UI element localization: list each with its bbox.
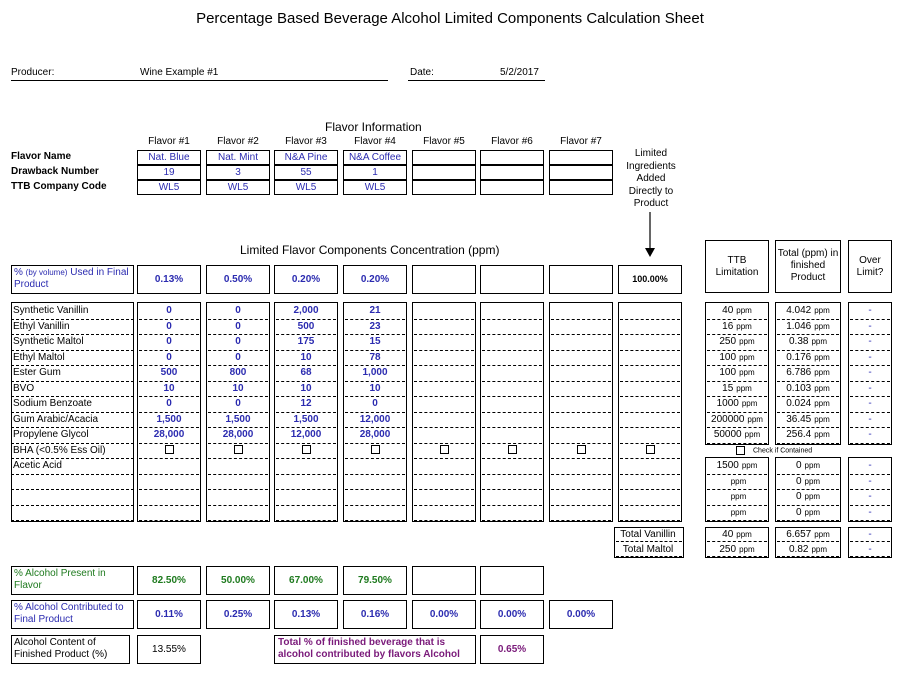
- ttb-limit-cell: 15 ppm: [707, 382, 767, 398]
- component-value-cell[interactable]: 0: [208, 397, 268, 413]
- flavor-info-cell[interactable]: [549, 150, 613, 165]
- component-value-cell[interactable]: 1,500: [139, 413, 199, 429]
- component-value-cell[interactable]: [414, 320, 474, 336]
- bha-checkbox-cell: [482, 444, 542, 460]
- bha-checkbox-cell: [414, 444, 474, 460]
- component-value-cell[interactable]: [551, 382, 611, 398]
- bha-checkbox[interactable]: [371, 445, 380, 454]
- extra-value-cell[interactable]: [345, 490, 405, 506]
- component-value-cell[interactable]: [551, 335, 611, 351]
- page-title: Percentage Based Beverage Alcohol Limited Components Calculation Sheet: [196, 10, 704, 27]
- used-in-final-product-label: % (by volume) Used in Final Product: [11, 265, 134, 294]
- flavor-info-cell[interactable]: 3: [206, 165, 270, 180]
- over-limit-cell: -: [850, 490, 890, 506]
- ttb-limit-cell: 200000 ppm: [707, 413, 767, 429]
- extra-value-cell[interactable]: [139, 459, 199, 475]
- flavor-info-row-label: Drawback Number: [11, 166, 99, 177]
- flavor-header-7: Flavor #7: [560, 136, 602, 147]
- alcohol-present-label: % Alcohol Present in Flavor: [11, 566, 134, 595]
- extra-component-name[interactable]: [11, 475, 134, 491]
- component-name: Synthetic Vanillin: [11, 304, 134, 320]
- extra-value-cell[interactable]: [276, 506, 336, 522]
- flavor-header-4: Flavor #4: [354, 136, 396, 147]
- component-value-cell[interactable]: 21: [345, 304, 405, 320]
- extra-value-cell[interactable]: [551, 506, 611, 522]
- over-limit-cell: -: [850, 428, 890, 444]
- extra-value-cell[interactable]: [551, 490, 611, 506]
- direct-value-cell[interactable]: [620, 397, 680, 413]
- used-percent-cell[interactable]: [480, 265, 544, 294]
- component-value-cell[interactable]: 0: [139, 397, 199, 413]
- component-value-cell[interactable]: 28,000: [345, 428, 405, 444]
- component-value-cell[interactable]: [482, 397, 542, 413]
- component-value-cell[interactable]: 68: [276, 366, 336, 382]
- ttb-limit-cell: ppm: [707, 490, 767, 506]
- component-name: Gum Arabic/Acacia: [11, 413, 134, 429]
- extra-value-cell[interactable]: [139, 506, 199, 522]
- producer-value[interactable]: Wine Example #1: [140, 67, 219, 78]
- used-percent-cell[interactable]: [412, 265, 476, 294]
- extra-value-cell[interactable]: [208, 506, 268, 522]
- used-direct-cell[interactable]: 100.00%: [618, 265, 682, 294]
- component-value-cell[interactable]: [551, 366, 611, 382]
- component-value-cell[interactable]: 10: [345, 382, 405, 398]
- total-alcohol-by-flavors-label: Total % of finished beverage that is alcohol contributed by flavors Alcohol: [274, 635, 476, 664]
- extra-value-cell[interactable]: [276, 475, 336, 491]
- component-value-cell[interactable]: [414, 351, 474, 367]
- alcohol-contributed-cell: 0.00%: [412, 600, 476, 629]
- component-value-cell[interactable]: 10: [208, 382, 268, 398]
- alcohol-contributed-cell: 0.00%: [480, 600, 544, 629]
- bha-label: BHA (<0.5% Ess Oil): [11, 444, 134, 460]
- bha-checkbox-cell: [345, 444, 405, 460]
- total-ppm-cell: 1.046 ppm: [777, 320, 839, 336]
- component-value-cell[interactable]: [414, 397, 474, 413]
- flavor-info-cell[interactable]: [412, 150, 476, 165]
- component-value-cell[interactable]: 175: [276, 335, 336, 351]
- extra-value-cell[interactable]: [414, 506, 474, 522]
- direct-value-cell[interactable]: [620, 428, 680, 444]
- total-ppm-cell: 0 ppm: [777, 459, 839, 475]
- extra-value-cell[interactable]: [482, 506, 542, 522]
- alcohol-contributed-cell: 0.00%: [549, 600, 613, 629]
- flavor-info-cell[interactable]: N&A Pine: [274, 150, 338, 165]
- component-value-cell[interactable]: [482, 320, 542, 336]
- direct-value-cell[interactable]: [620, 413, 680, 429]
- total-ppm-cell: 0 ppm: [777, 475, 839, 491]
- component-value-cell[interactable]: 0: [139, 304, 199, 320]
- flavor-info-cell[interactable]: [549, 165, 613, 180]
- bha-checkbox-cell: [208, 444, 268, 460]
- extra-value-cell[interactable]: [482, 475, 542, 491]
- component-value-cell[interactable]: 28,000: [139, 428, 199, 444]
- over-limit-cell: -: [850, 335, 890, 351]
- component-name: Ethyl Vanillin: [11, 320, 134, 336]
- extra-value-cell[interactable]: [139, 490, 199, 506]
- component-value-cell[interactable]: [482, 351, 542, 367]
- totals-limit-cell: 40 ppm: [707, 528, 767, 542]
- component-value-cell[interactable]: [482, 413, 542, 429]
- alcohol-present-cell[interactable]: 79.50%: [343, 566, 407, 595]
- component-value-cell[interactable]: 500: [139, 366, 199, 382]
- flavor-header-1: Flavor #1: [148, 136, 190, 147]
- component-value-cell[interactable]: 10: [276, 351, 336, 367]
- total-ppm-cell: 0 ppm: [777, 506, 839, 522]
- alcohol-content-value[interactable]: 13.55%: [137, 635, 201, 664]
- flavor-info-cell[interactable]: [480, 180, 544, 195]
- component-value-cell[interactable]: 10: [139, 382, 199, 398]
- alcohol-present-cell[interactable]: 50.00%: [206, 566, 270, 595]
- over-limit-cell: -: [850, 320, 890, 336]
- total-ppm-cell: 4.042 ppm: [777, 304, 839, 320]
- extra-value-cell[interactable]: [414, 475, 474, 491]
- ttb-limit-cell: ppm: [707, 475, 767, 491]
- extra-value-cell[interactable]: [139, 475, 199, 491]
- bha-checkbox[interactable]: [646, 445, 655, 454]
- used-percent-cell[interactable]: [549, 265, 613, 294]
- over-limit-cell: -: [850, 382, 890, 398]
- component-value-cell[interactable]: 28,000: [208, 428, 268, 444]
- flavor-info-cell[interactable]: N&A Coffee: [343, 150, 407, 165]
- extra-value-cell[interactable]: [620, 475, 680, 491]
- component-value-cell[interactable]: [551, 351, 611, 367]
- alcohol-content-label: Alcohol Content of Finished Product (%): [11, 635, 130, 664]
- total-ppm-cell: 36.45 ppm: [777, 413, 839, 429]
- direct-value-cell[interactable]: [620, 335, 680, 351]
- alcohol-contributed-cell: 0.16%: [343, 600, 407, 629]
- totals-limit-cell: 250 ppm: [707, 543, 767, 557]
- component-value-cell[interactable]: 12: [276, 397, 336, 413]
- component-value-cell[interactable]: 500: [276, 320, 336, 336]
- bha-checkbox[interactable]: [234, 445, 243, 454]
- bha-checkbox-cell: [276, 444, 336, 460]
- bha-checkbox[interactable]: [577, 445, 586, 454]
- flavor-info-cell[interactable]: [549, 180, 613, 195]
- direct-value-cell[interactable]: [620, 304, 680, 320]
- extra-value-cell[interactable]: [414, 459, 474, 475]
- component-value-cell[interactable]: 2,000: [276, 304, 336, 320]
- limited-ingredients-note: Limited Ingredients Added Directly to Product: [626, 148, 676, 209]
- totals-over-cell: -: [850, 543, 890, 557]
- component-value-cell[interactable]: [551, 428, 611, 444]
- component-value-cell[interactable]: 0: [208, 335, 268, 351]
- over-limit-cell: -: [850, 351, 890, 367]
- direct-value-cell[interactable]: [620, 382, 680, 398]
- component-value-cell[interactable]: 0: [139, 335, 199, 351]
- component-value-cell[interactable]: 1,500: [276, 413, 336, 429]
- component-value-cell[interactable]: 0: [139, 320, 199, 336]
- over-limit-cell: -: [850, 397, 890, 413]
- flavor-header-6: Flavor #6: [491, 136, 533, 147]
- component-name: Synthetic Maltol: [11, 335, 134, 351]
- alcohol-contributed-cell: 0.25%: [206, 600, 270, 629]
- total-ppm-cell: 0.176 ppm: [777, 351, 839, 367]
- bha-checkbox[interactable]: [440, 445, 449, 454]
- component-value-cell[interactable]: 0: [345, 397, 405, 413]
- flavor-info-cell[interactable]: [412, 165, 476, 180]
- alcohol-present-cell[interactable]: [412, 566, 476, 595]
- component-value-cell[interactable]: 10: [276, 382, 336, 398]
- over-limit-cell: -: [850, 413, 890, 429]
- over-limit-cell: -: [850, 506, 890, 522]
- flavor-header-3: Flavor #3: [285, 136, 327, 147]
- flavor-info-cell[interactable]: Nat. Mint: [206, 150, 270, 165]
- ttb-limit-cell: 16 ppm: [707, 320, 767, 336]
- flavor-info-cell[interactable]: [480, 150, 544, 165]
- extra-component-name[interactable]: Acetic Acid: [11, 459, 134, 475]
- extra-value-cell[interactable]: [208, 459, 268, 475]
- extra-value-cell[interactable]: [482, 490, 542, 506]
- date-label: Date:: [410, 67, 434, 78]
- alcohol-contributed-cell: 0.11%: [137, 600, 201, 629]
- flavor-info-row-label: TTB Company Code: [11, 181, 107, 192]
- total-ppm-cell: 0.024 ppm: [777, 397, 839, 413]
- ttb-limit-cell: 1000 ppm: [707, 397, 767, 413]
- used-percent-cell[interactable]: 0.20%: [274, 265, 338, 294]
- bha-checkbox-cell: [551, 444, 611, 460]
- over-limit-cell: -: [850, 366, 890, 382]
- bha-checkbox[interactable]: [508, 445, 517, 454]
- extra-value-cell[interactable]: [620, 459, 680, 475]
- component-value-cell[interactable]: 0: [208, 304, 268, 320]
- flavor-header-5: Flavor #5: [423, 136, 465, 147]
- component-value-cell[interactable]: [482, 335, 542, 351]
- concentration-heading: Limited Flavor Components Concentration (ppm): [240, 243, 500, 257]
- alcohol-present-cell[interactable]: 82.50%: [137, 566, 201, 595]
- totals-over-cell: -: [850, 528, 890, 542]
- extra-value-cell[interactable]: [551, 459, 611, 475]
- alcohol-contributed-cell: 0.13%: [274, 600, 338, 629]
- extra-value-cell[interactable]: [414, 490, 474, 506]
- component-name: Ethyl Maltol: [11, 351, 134, 367]
- direct-value-cell[interactable]: [620, 366, 680, 382]
- flavor-info-cell[interactable]: [480, 165, 544, 180]
- ttb-limit-cell: 100 ppm: [707, 351, 767, 367]
- component-value-cell[interactable]: [551, 320, 611, 336]
- component-value-cell[interactable]: 78: [345, 351, 405, 367]
- total-ppm-cell: 0 ppm: [777, 490, 839, 506]
- extra-value-cell[interactable]: [345, 459, 405, 475]
- extra-value-cell[interactable]: [208, 475, 268, 491]
- component-name: BVO: [11, 382, 134, 398]
- component-value-cell[interactable]: 800: [208, 366, 268, 382]
- flavor-info-heading: Flavor Information: [325, 120, 422, 134]
- component-value-cell[interactable]: [414, 335, 474, 351]
- ttb-limit-cell: 250 ppm: [707, 335, 767, 351]
- extra-component-name[interactable]: [11, 490, 134, 506]
- over-limit-cell: -: [850, 304, 890, 320]
- component-value-cell[interactable]: 0: [139, 351, 199, 367]
- totals-total-cell: 6.657 ppm: [777, 528, 839, 542]
- component-value-cell[interactable]: [482, 366, 542, 382]
- component-value-cell[interactable]: [551, 397, 611, 413]
- flavor-info-cell[interactable]: WL5: [343, 180, 407, 195]
- component-value-cell[interactable]: 12,000: [276, 428, 336, 444]
- ttb-limit-cell: 40 ppm: [707, 304, 767, 320]
- used-percent-cell[interactable]: 0.50%: [206, 265, 270, 294]
- total-ppm-header: Total (ppm) in finished Product: [775, 240, 841, 293]
- over-limit-cell: -: [850, 459, 890, 475]
- alcohol-contributed-label: % Alcohol Contributed to Final Product: [11, 600, 134, 629]
- flavor-info-cell[interactable]: WL5: [137, 180, 201, 195]
- component-value-cell[interactable]: [414, 428, 474, 444]
- component-value-cell[interactable]: 23: [345, 320, 405, 336]
- bha-checkbox-cell: [620, 444, 680, 460]
- over-limit-header: Over Limit?: [848, 240, 892, 293]
- direct-value-cell[interactable]: [620, 351, 680, 367]
- check-if-contained: Check if Contained: [736, 446, 812, 455]
- component-value-cell[interactable]: [551, 304, 611, 320]
- component-value-cell[interactable]: 1,500: [208, 413, 268, 429]
- flavor-info-cell[interactable]: WL5: [274, 180, 338, 195]
- extra-value-cell[interactable]: [620, 490, 680, 506]
- component-value-cell[interactable]: [482, 382, 542, 398]
- total-alcohol-by-flavors-value[interactable]: 0.65%: [480, 635, 544, 664]
- ttb-limit-cell: 50000 ppm: [707, 428, 767, 444]
- total-ppm-cell: 0.103 ppm: [777, 382, 839, 398]
- flavor-info-cell[interactable]: WL5: [206, 180, 270, 195]
- arrow-down-icon: [644, 212, 656, 258]
- alcohol-present-cell[interactable]: [480, 566, 544, 595]
- flavor-info-cell[interactable]: 19: [137, 165, 201, 180]
- component-value-cell[interactable]: 1,000: [345, 366, 405, 382]
- extra-value-cell[interactable]: [208, 490, 268, 506]
- flavor-info-cell[interactable]: 55: [274, 165, 338, 180]
- bha-checkbox[interactable]: [165, 445, 174, 454]
- alcohol-present-cell[interactable]: 67.00%: [274, 566, 338, 595]
- flavor-info-cell[interactable]: 1: [343, 165, 407, 180]
- totals-label: Total Vanillin: [616, 528, 682, 542]
- component-value-cell[interactable]: [482, 304, 542, 320]
- over-limit-cell: -: [850, 475, 890, 491]
- used-percent-cell[interactable]: 0.20%: [343, 265, 407, 294]
- flavor-info-cell[interactable]: [412, 180, 476, 195]
- used-percent-cell[interactable]: 0.13%: [137, 265, 201, 294]
- component-value-cell[interactable]: [414, 304, 474, 320]
- extra-value-cell[interactable]: [276, 490, 336, 506]
- flavor-header-2: Flavor #2: [217, 136, 259, 147]
- total-ppm-cell: 0.38 ppm: [777, 335, 839, 351]
- flavor-info-row-label: Flavor Name: [11, 151, 72, 162]
- flavor-info-cell[interactable]: Nat. Blue: [137, 150, 201, 165]
- extra-value-cell[interactable]: [620, 506, 680, 522]
- totals-label: Total Maltol: [616, 543, 682, 557]
- extra-component-name[interactable]: [11, 506, 134, 522]
- component-value-cell[interactable]: [414, 366, 474, 382]
- direct-value-cell[interactable]: [620, 320, 680, 336]
- component-value-cell[interactable]: 12,000: [345, 413, 405, 429]
- ttb-limit-cell: ppm: [707, 506, 767, 522]
- contained-checkbox[interactable]: [736, 446, 745, 455]
- bha-checkbox-cell: [139, 444, 199, 460]
- date-value[interactable]: 5/2/2017: [500, 67, 539, 78]
- extra-value-cell[interactable]: [482, 459, 542, 475]
- component-value-cell[interactable]: [414, 382, 474, 398]
- component-value-cell[interactable]: 15: [345, 335, 405, 351]
- component-value-cell[interactable]: 0: [208, 320, 268, 336]
- extra-value-cell[interactable]: [551, 475, 611, 491]
- component-name: Ester Gum: [11, 366, 134, 382]
- extra-value-cell[interactable]: [345, 475, 405, 491]
- extra-value-cell[interactable]: [345, 506, 405, 522]
- component-value-cell[interactable]: [482, 428, 542, 444]
- component-name: Sodium Benzoate: [11, 397, 134, 413]
- component-value-cell[interactable]: [414, 413, 474, 429]
- totals-total-cell: 0.82 ppm: [777, 543, 839, 557]
- ttb-limit-cell: 1500 ppm: [707, 459, 767, 475]
- total-ppm-cell: 256.4 ppm: [777, 428, 839, 444]
- ttb-limitation-header: TTB Limitation: [705, 240, 769, 293]
- extra-value-cell[interactable]: [276, 459, 336, 475]
- component-value-cell[interactable]: [551, 413, 611, 429]
- component-name: Propylene Glycol: [11, 428, 134, 444]
- producer-label: Producer:: [11, 67, 55, 78]
- total-ppm-cell: 6.786 ppm: [777, 366, 839, 382]
- ttb-limit-cell: 100 ppm: [707, 366, 767, 382]
- component-value-cell[interactable]: 0: [208, 351, 268, 367]
- bha-checkbox[interactable]: [302, 445, 311, 454]
